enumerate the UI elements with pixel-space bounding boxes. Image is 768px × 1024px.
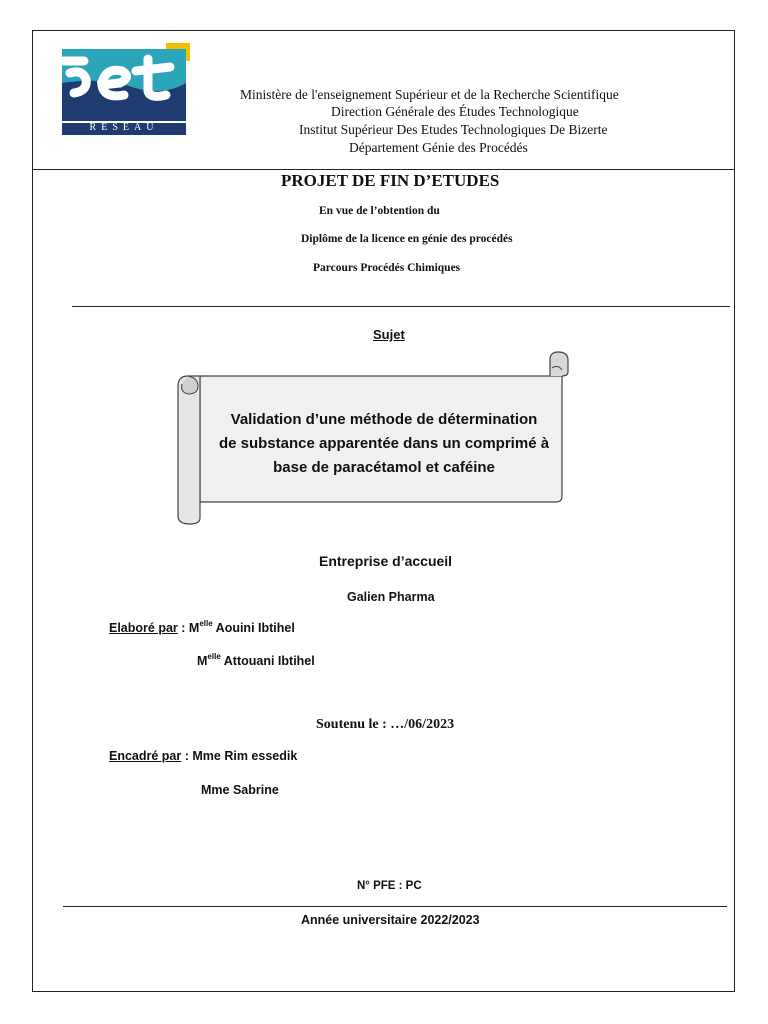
logo-subtitle: RÉSEAU [89,122,159,133]
subject-title-line-1: Validation d’une méthode de détermination [230,411,538,428]
iset-logo [62,43,190,135]
author-title-sup: elle [199,619,213,628]
author-title-sup-2: elle [207,652,221,661]
ministry-line: Ministère de l'enseignement Supérieur et de la Recherche Scientifique [240,87,619,102]
footer-divider [63,906,727,907]
department-line: Département Génie des Procédés [349,140,528,155]
diploma-name: Diplôme de la licence en génie des procédés [301,233,513,245]
academic-year: Année universitaire 2022/2023 [301,913,480,927]
supervisor-1: Mme Rim essedik [192,749,298,763]
authors-line-2 [197,654,315,668]
authors-label: Elaboré par [109,621,178,635]
direction-line: Direction Générale des Études Technologique [331,104,579,119]
supervisors-separator: : [181,749,193,763]
author-title-prefix-2: M [197,654,208,668]
author-1: Aouini Ibtihel [212,621,295,635]
subject-label: Sujet [373,327,405,342]
authors-separator: : [177,621,189,635]
pfe-number: N° PFE : PC [357,880,422,892]
subject-title-line-3: base de paracétamol et caféine [273,459,495,476]
authors-line-1 [109,621,295,635]
supervisors-label: Encadré par [109,749,182,763]
supervisor-2: Mme Sabrine [201,783,279,797]
defense-date: Soutenu le : …/06/2023 [316,717,455,732]
author-title-prefix: M [188,621,200,635]
supervisors-line-1 [109,749,297,763]
diploma-track: Parcours Procédés Chimiques [313,262,461,274]
author-2: Attouani Ibtihel [220,654,315,668]
subject-title [200,408,568,480]
company-label: Entreprise d’accueil [319,553,453,569]
project-divider [72,306,730,307]
subject-title-line-2: de substance apparentée dans un comprimé à [218,435,550,452]
diploma-intro: En vue de l’obtention du [319,205,440,217]
institute-line: Institut Supérieur Des Etudes Technologiques De Bizerte [299,122,608,137]
header-divider [32,169,735,170]
project-title: PROJET DE FIN D’ETUDES [281,171,500,190]
company-name: Galien Pharma [347,590,435,604]
